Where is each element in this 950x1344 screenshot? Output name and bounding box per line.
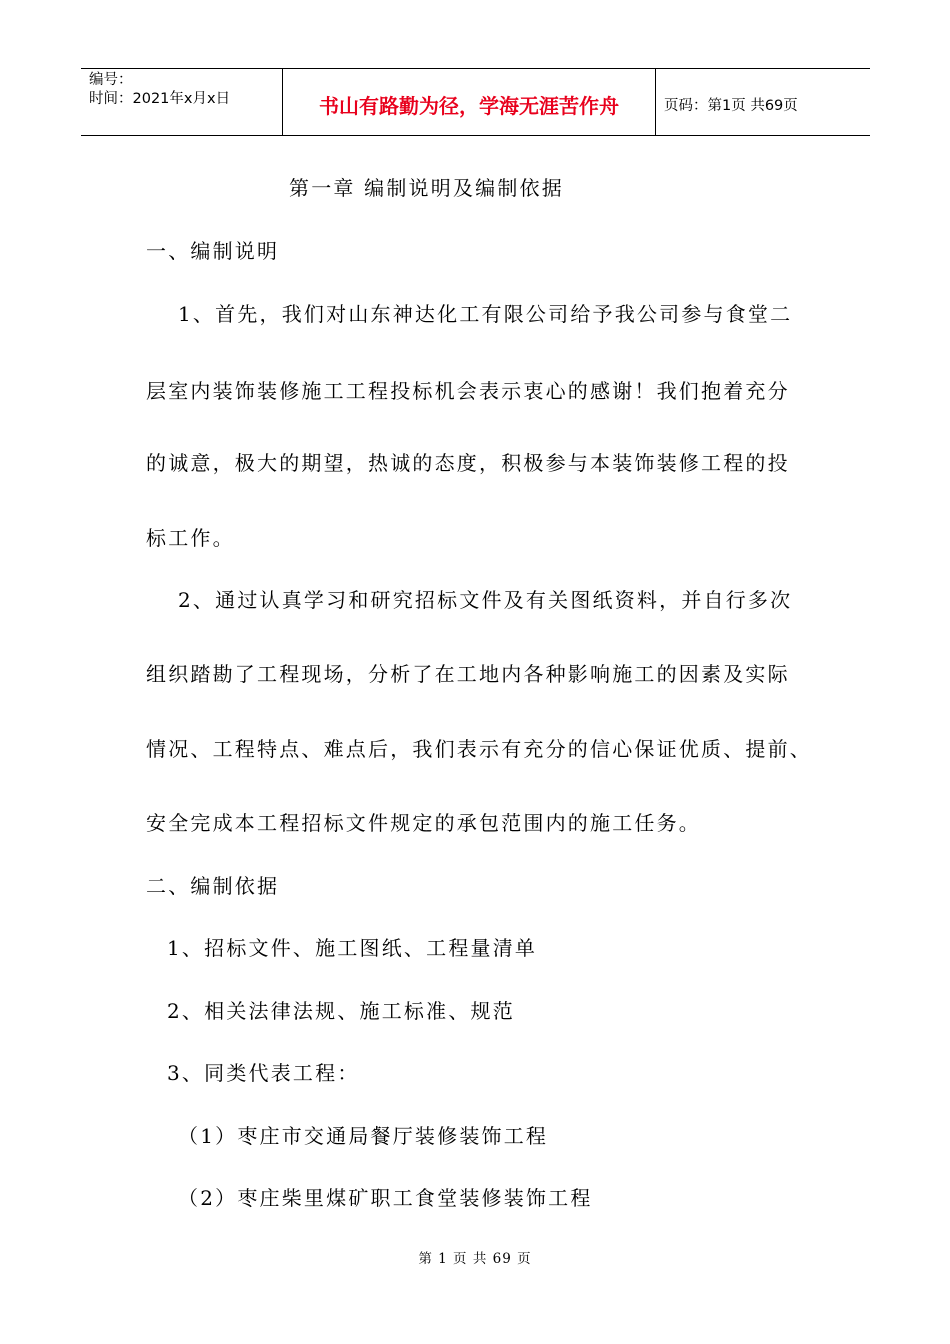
list-item: 1、招标文件、施工图纸、工程量清单 [167, 936, 538, 960]
paragraph-line: 组织踏勘了工程现场，分析了在工地内各种影响施工的因素及实际 [146, 662, 790, 686]
section-heading-basis: 二、编制依据 [146, 874, 280, 898]
list-item: 3、同类代表工程： [167, 1061, 360, 1085]
document-date: 时间：2021年x月x日 [89, 91, 231, 107]
list-item: 2、相关法律法规、施工标准、规范 [167, 999, 515, 1023]
document-number-label: 编号： [89, 72, 133, 88]
paragraph-line: 1、首先，我们对山东神达化工有限公司给予我公司参与食堂二 [178, 302, 793, 326]
header-page-info: 页码：第1页 共69页 [664, 97, 798, 114]
project-item: （2）枣庄柴里煤矿职工食堂装修装饰工程 [178, 1186, 593, 1210]
chapter-title: 第一章 编制说明及编制依据 [289, 176, 564, 200]
paragraph-line: 安全完成本工程招标文件规定的承包范围内的施工任务。 [146, 811, 701, 835]
project-item: （1）枣庄市交通局餐厅装修装饰工程 [178, 1124, 549, 1148]
paragraph-line: 层室内装饰装修施工工程投标机会表示衷心的感谢！我们抱着充分 [146, 379, 790, 403]
paragraph-line: 2、通过认真学习和研究招标文件及有关图纸资料，并自行多次 [178, 588, 793, 612]
paragraph-line: 标工作。 [146, 526, 235, 550]
section-heading-description: 一、编制说明 [146, 239, 280, 263]
paragraph-line: 的诚意，极大的期望，热诚的态度，积极参与本装饰装修工程的投 [146, 451, 790, 475]
page-header [81, 68, 870, 136]
header-meta [81, 69, 282, 135]
header-motto: 书山有路勤为径，学海无涯苦作舟 [282, 69, 656, 135]
paragraph-line: 情况、工程特点、难点后，我们表示有充分的信心保证优质、提前、 [146, 737, 812, 761]
page-footer: 第 1 页 共 69 页 [418, 1251, 532, 1267]
